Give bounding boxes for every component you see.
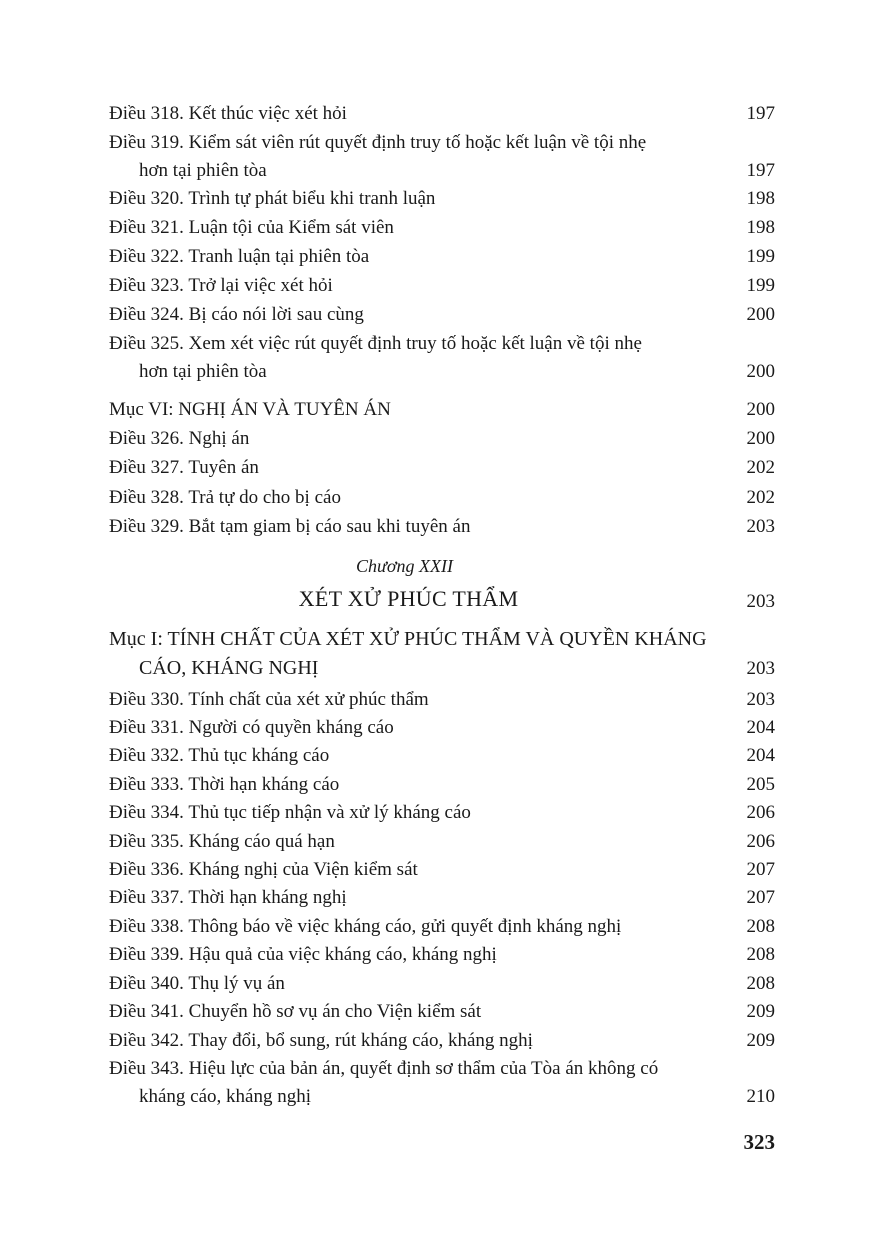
toc-entry-title: Điều 332. Thủ tục kháng cáo: [109, 745, 330, 766]
toc-entry: [109, 243, 775, 271]
toc-entry-page: 200: [746, 428, 775, 449]
toc-entry-title: Điều 324. Bị cáo nói lời sau cùng: [109, 304, 364, 325]
toc-entry-title: Mục VI: NGHỊ ÁN VÀ TUYÊN ÁN: [109, 399, 391, 420]
toc-entry-page: 200: [746, 361, 775, 382]
toc-entry-title: Điều 338. Thông báo về việc kháng cáo, gửi quyết định kháng nghị: [109, 916, 622, 937]
toc-entry-page: 199: [746, 246, 775, 267]
toc-entry-title: Điều 336. Kháng nghị của Viện kiểm sát: [109, 859, 418, 880]
toc-entry-page: 199: [746, 275, 775, 296]
toc-entry-page: 207: [746, 887, 775, 908]
toc-entry: [109, 714, 775, 742]
toc-entry-page: 206: [746, 831, 775, 852]
toc-entry: [109, 799, 775, 827]
toc-entry-title-continued: hơn tại phiên tòa: [139, 361, 267, 382]
chapter-page: 203: [746, 591, 775, 612]
page-number: 323: [743, 1130, 775, 1154]
toc-entry-title: Điều 343. Hiệu lực của bản án, quyết định sơ thẩm của Tòa án không có: [109, 1058, 659, 1079]
toc-entry-page: 209: [746, 1001, 775, 1022]
toc-entry-page: 208: [746, 944, 775, 965]
toc-entry: [109, 1027, 775, 1055]
toc-entry: [109, 129, 775, 185]
chapter-title: XÉT XỬ PHÚC THẨM: [298, 586, 519, 611]
toc-entry-page: 198: [746, 217, 775, 238]
toc-entry-title: Điều 321. Luận tội của Kiểm sát viên: [109, 217, 394, 238]
toc-entry-title: Điều 330. Tính chất của xét xử phúc thẩm: [109, 689, 429, 710]
toc-entry-title: Điều 337. Thời hạn kháng nghị: [109, 887, 347, 908]
toc-entry: [109, 425, 775, 453]
toc-entry-title-continued: CÁO, KHÁNG NGHỊ: [139, 657, 319, 679]
toc-entry: [109, 856, 775, 884]
toc-entry: [109, 828, 775, 856]
toc-entry-title: Điều 342. Thay đổi, bổ sung, rút kháng cáo, kháng nghị: [109, 1030, 533, 1051]
toc-entry-page: 208: [746, 973, 775, 994]
toc-entry-title: Điều 328. Trả tự do cho bị cáo: [109, 487, 341, 508]
toc-entry-title-continued: kháng cáo, kháng nghị: [139, 1086, 312, 1107]
toc-entry-page: 204: [746, 717, 775, 738]
toc-entry: [109, 185, 775, 213]
toc-entry-page: 203: [746, 658, 775, 679]
toc-entry: [109, 884, 775, 912]
toc-entry-page: 197: [746, 103, 775, 124]
toc-entry-page: 207: [746, 859, 775, 880]
toc-section-heading: [109, 625, 775, 683]
toc-entry-page: 198: [746, 188, 775, 209]
toc-entry-title: Điều 325. Xem xét việc rút quyết định truy tố hoặc kết luận về tội nhẹ: [109, 333, 642, 354]
toc-entry-title: Điều 334. Thủ tục tiếp nhận và xử lý kháng cáo: [109, 802, 471, 823]
toc-entry-title: Điều 339. Hậu quả của việc kháng cáo, kháng nghị: [109, 944, 497, 965]
toc-entry-title: Điều 319. Kiểm sát viên rút quyết định truy tố hoặc kết luận về tội nhẹ: [109, 132, 647, 153]
toc-entry-title: Điều 331. Người có quyền kháng cáo: [109, 717, 394, 738]
toc-entry-title: Điều 318. Kết thúc việc xét hỏi: [109, 103, 347, 124]
toc-entry: [109, 272, 775, 300]
toc-entry-title: Điều 327. Tuyên án: [109, 457, 259, 478]
toc-entry: [109, 301, 775, 329]
toc-entry-page: 206: [746, 802, 775, 823]
toc-entry-page: 209: [746, 1030, 775, 1051]
toc-entry-title: Điều 341. Chuyển hồ sơ vụ án cho Viện kiểm sát: [109, 1001, 482, 1022]
toc-entry-title-continued: hơn tại phiên tòa: [139, 160, 267, 181]
toc-entry-page: 208: [746, 916, 775, 937]
toc-entry-page: 202: [746, 457, 775, 478]
toc-entry-page: 200: [746, 399, 775, 420]
toc-entry-title: Điều 340. Thụ lý vụ án: [109, 973, 285, 994]
toc-entry-title: Điều 320. Trình tự phát biểu khi tranh luận: [109, 188, 436, 209]
toc-entry-page: 202: [746, 487, 775, 508]
toc-section-heading: [109, 396, 775, 424]
toc-entry: [109, 100, 775, 128]
toc-entry: [109, 941, 775, 969]
toc-entry: [109, 970, 775, 998]
toc-entry-title: Điều 326. Nghị án: [109, 428, 250, 449]
toc-entry: [109, 998, 775, 1026]
toc-entry: [109, 330, 775, 386]
toc-entry-page: 204: [746, 745, 775, 766]
toc-entry-title: Mục I: TÍNH CHẤT CỦA XÉT XỬ PHÚC THẨM VÀ QUYỀN KHÁNG: [109, 628, 707, 650]
toc-entry-page: 197: [746, 160, 775, 181]
toc-entry: [109, 214, 775, 242]
toc-entry: [109, 913, 775, 941]
toc-entry: [109, 513, 775, 541]
toc-entry-page: 210: [746, 1086, 775, 1107]
toc-entry: [109, 742, 775, 770]
toc-entry-page: 203: [746, 516, 775, 537]
toc-entry-title: Điều 323. Trở lại việc xét hỏi: [109, 275, 333, 296]
toc-entry-page: 200: [746, 304, 775, 325]
toc-entry-title: Điều 333. Thời hạn kháng cáo: [109, 774, 340, 795]
toc-entry: [109, 1055, 775, 1111]
toc-entry-title: Điều 322. Tranh luận tại phiên tòa: [109, 246, 370, 267]
toc-entry: [109, 686, 775, 714]
chapter-label: Chương XXII: [356, 556, 453, 576]
toc-entry: [109, 484, 775, 512]
toc-entry-title: Điều 329. Bắt tạm giam bị cáo sau khi tuyên án: [109, 516, 471, 537]
toc-entry-title: Điều 335. Kháng cáo quá hạn: [109, 831, 335, 852]
toc-entry: [109, 454, 775, 482]
toc-entry-page: 203: [746, 689, 775, 710]
toc-entry: [109, 771, 775, 799]
toc-entry-page: 205: [746, 774, 775, 795]
